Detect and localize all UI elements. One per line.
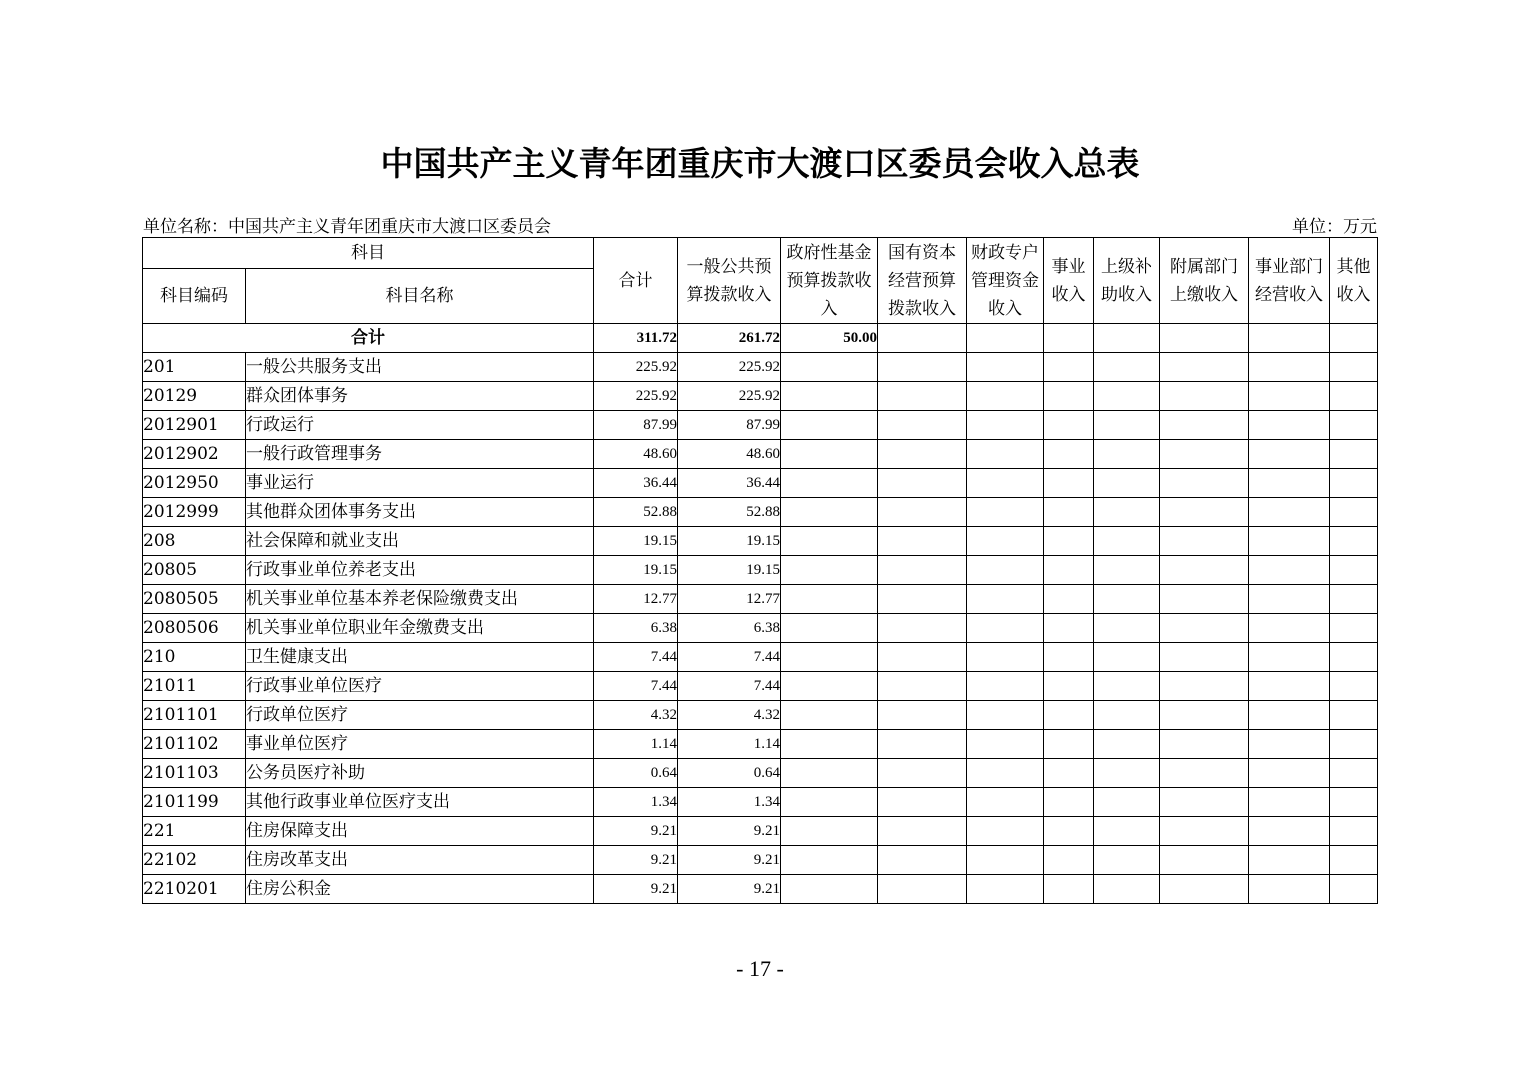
header-business-income-line1: 事业 bbox=[1051, 256, 1086, 277]
empty-cell bbox=[878, 353, 967, 382]
empty-cell bbox=[1160, 846, 1249, 875]
empty-cell bbox=[1094, 701, 1160, 730]
empty-cell bbox=[1330, 411, 1378, 440]
empty-cell bbox=[1044, 875, 1094, 904]
header-total: 合计 bbox=[594, 238, 678, 324]
table-row bbox=[143, 353, 1378, 382]
subject-name-cell: 住房公积金 bbox=[246, 875, 594, 904]
empty-cell bbox=[1160, 875, 1249, 904]
income-summary-table bbox=[142, 237, 1378, 904]
subject-code-cell: 20805 bbox=[143, 556, 246, 585]
subject-code-cell: 208 bbox=[143, 527, 246, 556]
empty-cell bbox=[1044, 556, 1094, 585]
empty-cell bbox=[1160, 353, 1249, 382]
total-row bbox=[143, 324, 1378, 353]
empty-cell bbox=[878, 643, 967, 672]
subject-name-cell: 公务员医疗补助 bbox=[246, 759, 594, 788]
empty-cell bbox=[1044, 411, 1094, 440]
empty-cell bbox=[1160, 498, 1249, 527]
header-other-income bbox=[1330, 238, 1378, 324]
subject-name-cell: 事业单位医疗 bbox=[246, 730, 594, 759]
empty-cell bbox=[781, 440, 878, 469]
table-row bbox=[143, 875, 1378, 904]
subject-code-cell: 2101101 bbox=[143, 701, 246, 730]
subject-name-cell: 住房改革支出 bbox=[246, 846, 594, 875]
empty-cell bbox=[878, 701, 967, 730]
empty-cell bbox=[1249, 585, 1330, 614]
subject-code-cell: 2101199 bbox=[143, 788, 246, 817]
header-superior-subsidy bbox=[1094, 238, 1160, 324]
empty-cell bbox=[781, 556, 878, 585]
empty-cell bbox=[878, 614, 967, 643]
empty-cell bbox=[1160, 440, 1249, 469]
subject-code-cell: 2012902 bbox=[143, 440, 246, 469]
document-title: 中国共产主义青年团重庆市大渡口区委员会收入总表 bbox=[380, 144, 1140, 183]
empty-cell bbox=[1330, 469, 1378, 498]
empty-cell bbox=[878, 527, 967, 556]
header-general-budget-line1: 一般公共预 bbox=[686, 256, 772, 277]
subject-code-cell: 21011 bbox=[143, 672, 246, 701]
empty-cell bbox=[1044, 469, 1094, 498]
total-row-label: 合计 bbox=[143, 324, 594, 353]
empty-cell bbox=[1094, 846, 1160, 875]
empty-cell bbox=[1160, 817, 1249, 846]
table-row bbox=[143, 614, 1378, 643]
empty-cell bbox=[781, 527, 878, 556]
total-cell: 19.15 bbox=[594, 556, 678, 585]
empty-cell bbox=[1160, 614, 1249, 643]
empty-cell bbox=[1330, 759, 1378, 788]
total-cell: 87.99 bbox=[594, 411, 678, 440]
empty-cell bbox=[1249, 469, 1330, 498]
empty-cell bbox=[1044, 846, 1094, 875]
subject-name-cell: 一般行政管理事务 bbox=[246, 440, 594, 469]
empty-cell bbox=[1094, 585, 1160, 614]
empty-cell bbox=[967, 440, 1044, 469]
empty-cell bbox=[1094, 498, 1160, 527]
general-budget-cell: 225.92 bbox=[678, 353, 781, 382]
empty-cell bbox=[1044, 585, 1094, 614]
table-row bbox=[143, 585, 1378, 614]
empty-cell bbox=[1160, 324, 1249, 353]
empty-cell bbox=[1094, 672, 1160, 701]
empty-cell bbox=[1044, 701, 1094, 730]
empty-cell bbox=[1094, 759, 1160, 788]
table-row bbox=[143, 730, 1378, 759]
empty-cell bbox=[878, 759, 967, 788]
subject-code-cell: 2012999 bbox=[143, 498, 246, 527]
empty-cell bbox=[1330, 875, 1378, 904]
empty-cell bbox=[878, 846, 967, 875]
table-row bbox=[143, 759, 1378, 788]
empty-cell bbox=[1249, 527, 1330, 556]
empty-cell bbox=[1044, 527, 1094, 556]
subject-name-cell: 机关事业单位基本养老保险缴费支出 bbox=[246, 585, 594, 614]
subject-name-cell: 群众团体事务 bbox=[246, 382, 594, 411]
empty-cell bbox=[1044, 672, 1094, 701]
empty-cell bbox=[1330, 353, 1378, 382]
total-cell: 4.32 bbox=[594, 701, 678, 730]
empty-cell bbox=[1160, 788, 1249, 817]
header-affiliated-income bbox=[1160, 238, 1249, 324]
empty-cell bbox=[1330, 730, 1378, 759]
empty-cell bbox=[967, 556, 1044, 585]
subject-name-cell: 卫生健康支出 bbox=[246, 643, 594, 672]
empty-cell bbox=[1044, 382, 1094, 411]
empty-cell bbox=[878, 672, 967, 701]
empty-cell bbox=[1330, 643, 1378, 672]
total-cell: 1.14 bbox=[594, 730, 678, 759]
header-gov-fund-line1: 政府性基金 bbox=[786, 242, 872, 263]
empty-cell bbox=[1094, 469, 1160, 498]
empty-cell bbox=[781, 353, 878, 382]
total-cell: 9.21 bbox=[594, 846, 678, 875]
empty-cell bbox=[1249, 730, 1330, 759]
general-budget-cell: 9.21 bbox=[678, 817, 781, 846]
table-row bbox=[143, 788, 1378, 817]
empty-cell bbox=[1160, 411, 1249, 440]
header-subject-name: 科目名称 bbox=[246, 269, 594, 324]
empty-cell bbox=[1094, 411, 1160, 440]
empty-cell bbox=[967, 788, 1044, 817]
empty-cell bbox=[781, 643, 878, 672]
empty-cell bbox=[1249, 411, 1330, 440]
total-cell: 9.21 bbox=[594, 817, 678, 846]
empty-cell bbox=[781, 817, 878, 846]
empty-cell bbox=[781, 498, 878, 527]
empty-cell bbox=[1044, 614, 1094, 643]
general-budget-cell: 6.38 bbox=[678, 614, 781, 643]
empty-cell bbox=[878, 730, 967, 759]
empty-cell bbox=[967, 324, 1044, 353]
subject-code-cell: 22102 bbox=[143, 846, 246, 875]
empty-cell bbox=[1330, 817, 1378, 846]
empty-cell bbox=[781, 788, 878, 817]
empty-cell bbox=[1330, 527, 1378, 556]
subject-name-cell: 行政运行 bbox=[246, 411, 594, 440]
empty-cell bbox=[781, 672, 878, 701]
header-gov-fund bbox=[781, 238, 878, 324]
subject-name-cell: 住房保障支出 bbox=[246, 817, 594, 846]
header-business-income bbox=[1044, 238, 1094, 324]
table-row bbox=[143, 382, 1378, 411]
empty-cell bbox=[1330, 556, 1378, 585]
empty-cell bbox=[1249, 672, 1330, 701]
empty-cell bbox=[1249, 440, 1330, 469]
general-budget-cell: 19.15 bbox=[678, 556, 781, 585]
empty-cell bbox=[1160, 527, 1249, 556]
empty-cell bbox=[967, 353, 1044, 382]
empty-cell bbox=[781, 701, 878, 730]
empty-cell bbox=[1249, 643, 1330, 672]
general-budget-cell: 7.44 bbox=[678, 643, 781, 672]
total-row-general-budget: 261.72 bbox=[678, 324, 781, 353]
empty-cell bbox=[967, 382, 1044, 411]
empty-cell bbox=[1330, 382, 1378, 411]
empty-cell bbox=[1094, 817, 1160, 846]
empty-cell bbox=[967, 672, 1044, 701]
empty-cell bbox=[1044, 324, 1094, 353]
subject-code-cell: 210 bbox=[143, 643, 246, 672]
empty-cell bbox=[878, 585, 967, 614]
empty-cell bbox=[1160, 730, 1249, 759]
subject-name-cell: 行政事业单位医疗 bbox=[246, 672, 594, 701]
empty-cell bbox=[967, 614, 1044, 643]
empty-cell bbox=[1044, 759, 1094, 788]
empty-cell bbox=[1044, 498, 1094, 527]
empty-cell bbox=[1330, 614, 1378, 643]
empty-cell bbox=[878, 324, 967, 353]
empty-cell bbox=[1044, 817, 1094, 846]
empty-cell bbox=[1249, 846, 1330, 875]
subject-name-cell: 其他行政事业单位医疗支出 bbox=[246, 788, 594, 817]
empty-cell bbox=[967, 498, 1044, 527]
general-budget-cell: 7.44 bbox=[678, 672, 781, 701]
general-budget-cell: 36.44 bbox=[678, 469, 781, 498]
general-budget-cell: 4.32 bbox=[678, 701, 781, 730]
empty-cell bbox=[781, 846, 878, 875]
empty-cell bbox=[967, 730, 1044, 759]
subject-name-cell: 社会保障和就业支出 bbox=[246, 527, 594, 556]
total-cell: 225.92 bbox=[594, 353, 678, 382]
general-budget-cell: 225.92 bbox=[678, 382, 781, 411]
empty-cell bbox=[878, 469, 967, 498]
empty-cell bbox=[1249, 556, 1330, 585]
empty-cell bbox=[1044, 730, 1094, 759]
empty-cell bbox=[967, 817, 1044, 846]
empty-cell bbox=[1160, 672, 1249, 701]
total-cell: 12.77 bbox=[594, 585, 678, 614]
header-state-capital bbox=[878, 238, 967, 324]
total-cell: 1.34 bbox=[594, 788, 678, 817]
total-row-gov-fund: 50.00 bbox=[781, 324, 878, 353]
header-business-income-line2: 收入 bbox=[1051, 284, 1086, 305]
header-business-operating-line2: 经营收入 bbox=[1255, 284, 1323, 305]
total-cell: 48.60 bbox=[594, 440, 678, 469]
header-superior-subsidy-line2: 助收入 bbox=[1101, 284, 1152, 305]
empty-cell bbox=[1094, 527, 1160, 556]
empty-cell bbox=[1160, 556, 1249, 585]
empty-cell bbox=[781, 585, 878, 614]
header-other-income-line1: 其他 bbox=[1336, 256, 1371, 277]
subject-name-cell: 其他群众团体事务支出 bbox=[246, 498, 594, 527]
header-gov-fund-line2: 预算拨款收 bbox=[786, 270, 872, 291]
empty-cell bbox=[1249, 759, 1330, 788]
total-cell: 225.92 bbox=[594, 382, 678, 411]
empty-cell bbox=[967, 875, 1044, 904]
header-general-budget-line2: 算拨款收入 bbox=[686, 284, 772, 305]
empty-cell bbox=[1249, 701, 1330, 730]
empty-cell bbox=[1044, 643, 1094, 672]
empty-cell bbox=[1160, 701, 1249, 730]
subject-code-cell: 2080506 bbox=[143, 614, 246, 643]
empty-cell bbox=[967, 701, 1044, 730]
total-cell: 0.64 bbox=[594, 759, 678, 788]
empty-cell bbox=[1330, 324, 1378, 353]
total-row-total: 311.72 bbox=[594, 324, 678, 353]
subject-code-cell: 2012901 bbox=[143, 411, 246, 440]
header-general-budget bbox=[678, 238, 781, 324]
subject-code-cell: 2210201 bbox=[143, 875, 246, 904]
total-cell: 6.38 bbox=[594, 614, 678, 643]
empty-cell bbox=[1160, 585, 1249, 614]
empty-cell bbox=[1249, 324, 1330, 353]
table-row bbox=[143, 411, 1378, 440]
table-row bbox=[143, 556, 1378, 585]
empty-cell bbox=[967, 469, 1044, 498]
header-fiscal-special-line1: 财政专户 bbox=[971, 242, 1039, 263]
empty-cell bbox=[1249, 498, 1330, 527]
general-budget-cell: 52.88 bbox=[678, 498, 781, 527]
subject-code-cell: 2101103 bbox=[143, 759, 246, 788]
empty-cell bbox=[1249, 382, 1330, 411]
subject-code-cell: 2101102 bbox=[143, 730, 246, 759]
table-row bbox=[143, 440, 1378, 469]
total-cell: 19.15 bbox=[594, 527, 678, 556]
general-budget-cell: 9.21 bbox=[678, 875, 781, 904]
header-affiliated-income-line2: 上缴收入 bbox=[1170, 284, 1238, 305]
empty-cell bbox=[781, 875, 878, 904]
table-row bbox=[143, 672, 1378, 701]
subject-name-cell: 行政单位医疗 bbox=[246, 701, 594, 730]
empty-cell bbox=[878, 875, 967, 904]
table-row bbox=[143, 817, 1378, 846]
header-other-income-line2: 收入 bbox=[1336, 284, 1371, 305]
empty-cell bbox=[878, 788, 967, 817]
header-superior-subsidy-line1: 上级补 bbox=[1101, 256, 1152, 277]
empty-cell bbox=[1330, 846, 1378, 875]
empty-cell bbox=[1330, 788, 1378, 817]
header-business-operating-line1: 事业部门 bbox=[1255, 256, 1323, 277]
empty-cell bbox=[1330, 585, 1378, 614]
empty-cell bbox=[1249, 875, 1330, 904]
header-affiliated-income-line1: 附属部门 bbox=[1170, 256, 1238, 277]
general-budget-cell: 87.99 bbox=[678, 411, 781, 440]
general-budget-cell: 0.64 bbox=[678, 759, 781, 788]
header-fiscal-special bbox=[967, 238, 1044, 324]
unit-info-row bbox=[143, 212, 1377, 236]
general-budget-cell: 12.77 bbox=[678, 585, 781, 614]
empty-cell bbox=[878, 440, 967, 469]
general-budget-cell: 9.21 bbox=[678, 846, 781, 875]
empty-cell bbox=[967, 846, 1044, 875]
empty-cell bbox=[1044, 440, 1094, 469]
header-state-capital-line1: 国有资本 bbox=[888, 242, 956, 263]
empty-cell bbox=[1249, 788, 1330, 817]
subject-code-cell: 2080505 bbox=[143, 585, 246, 614]
table-row bbox=[143, 846, 1378, 875]
header-business-operating bbox=[1249, 238, 1330, 324]
table-row bbox=[143, 643, 1378, 672]
empty-cell bbox=[967, 411, 1044, 440]
subject-code-cell: 20129 bbox=[143, 382, 246, 411]
header-gov-fund-line3: 入 bbox=[820, 298, 838, 319]
empty-cell bbox=[1094, 614, 1160, 643]
empty-cell bbox=[1094, 730, 1160, 759]
empty-cell bbox=[967, 585, 1044, 614]
subject-name-cell: 事业运行 bbox=[246, 469, 594, 498]
page-number: - 17 - bbox=[736, 956, 784, 981]
empty-cell bbox=[1094, 788, 1160, 817]
empty-cell bbox=[1249, 614, 1330, 643]
total-cell: 52.88 bbox=[594, 498, 678, 527]
empty-cell bbox=[1330, 701, 1378, 730]
header-fiscal-special-line3: 收入 bbox=[988, 298, 1022, 319]
total-cell: 7.44 bbox=[594, 672, 678, 701]
empty-cell bbox=[781, 730, 878, 759]
currency-unit-label: 单位：万元 bbox=[1292, 217, 1377, 237]
subject-code-cell: 201 bbox=[143, 353, 246, 382]
empty-cell bbox=[1094, 556, 1160, 585]
empty-cell bbox=[967, 643, 1044, 672]
total-cell: 9.21 bbox=[594, 875, 678, 904]
header-state-capital-line2: 经营预算 bbox=[888, 270, 956, 291]
header-subject-code: 科目编码 bbox=[143, 269, 246, 324]
empty-cell bbox=[1094, 440, 1160, 469]
header-state-capital-line3: 拨款收入 bbox=[888, 298, 956, 319]
empty-cell bbox=[1094, 875, 1160, 904]
empty-cell bbox=[878, 817, 967, 846]
empty-cell bbox=[781, 382, 878, 411]
general-budget-cell: 1.34 bbox=[678, 788, 781, 817]
general-budget-cell: 1.14 bbox=[678, 730, 781, 759]
empty-cell bbox=[878, 556, 967, 585]
header-subject-group: 科目 bbox=[143, 238, 594, 269]
subject-name-cell: 一般公共服务支出 bbox=[246, 353, 594, 382]
unit-name-label: 单位名称：中国共产主义青年团重庆市大渡口区委员会 bbox=[143, 217, 551, 237]
subject-code-cell: 221 bbox=[143, 817, 246, 846]
empty-cell bbox=[1160, 759, 1249, 788]
empty-cell bbox=[781, 614, 878, 643]
header-fiscal-special-line2: 管理资金 bbox=[971, 270, 1039, 291]
empty-cell bbox=[878, 382, 967, 411]
general-budget-cell: 19.15 bbox=[678, 527, 781, 556]
empty-cell bbox=[1094, 643, 1160, 672]
empty-cell bbox=[781, 469, 878, 498]
empty-cell bbox=[1160, 382, 1249, 411]
table-row bbox=[143, 527, 1378, 556]
subject-name-cell: 行政事业单位养老支出 bbox=[246, 556, 594, 585]
empty-cell bbox=[781, 759, 878, 788]
empty-cell bbox=[1330, 672, 1378, 701]
total-cell: 7.44 bbox=[594, 643, 678, 672]
empty-cell bbox=[1249, 353, 1330, 382]
empty-cell bbox=[1330, 440, 1378, 469]
empty-cell bbox=[781, 411, 878, 440]
empty-cell bbox=[967, 527, 1044, 556]
empty-cell bbox=[878, 498, 967, 527]
empty-cell bbox=[967, 759, 1044, 788]
empty-cell bbox=[1249, 817, 1330, 846]
table-row bbox=[143, 701, 1378, 730]
empty-cell bbox=[1094, 382, 1160, 411]
general-budget-cell: 48.60 bbox=[678, 440, 781, 469]
empty-cell bbox=[1160, 469, 1249, 498]
empty-cell bbox=[878, 411, 967, 440]
subject-name-cell: 机关事业单位职业年金缴费支出 bbox=[246, 614, 594, 643]
empty-cell bbox=[1044, 788, 1094, 817]
table-row bbox=[143, 469, 1378, 498]
empty-cell bbox=[1094, 324, 1160, 353]
table-row bbox=[143, 498, 1378, 527]
empty-cell bbox=[1044, 353, 1094, 382]
empty-cell bbox=[1160, 643, 1249, 672]
empty-cell bbox=[1330, 498, 1378, 527]
empty-cell bbox=[1094, 353, 1160, 382]
total-cell: 36.44 bbox=[594, 469, 678, 498]
subject-code-cell: 2012950 bbox=[143, 469, 246, 498]
